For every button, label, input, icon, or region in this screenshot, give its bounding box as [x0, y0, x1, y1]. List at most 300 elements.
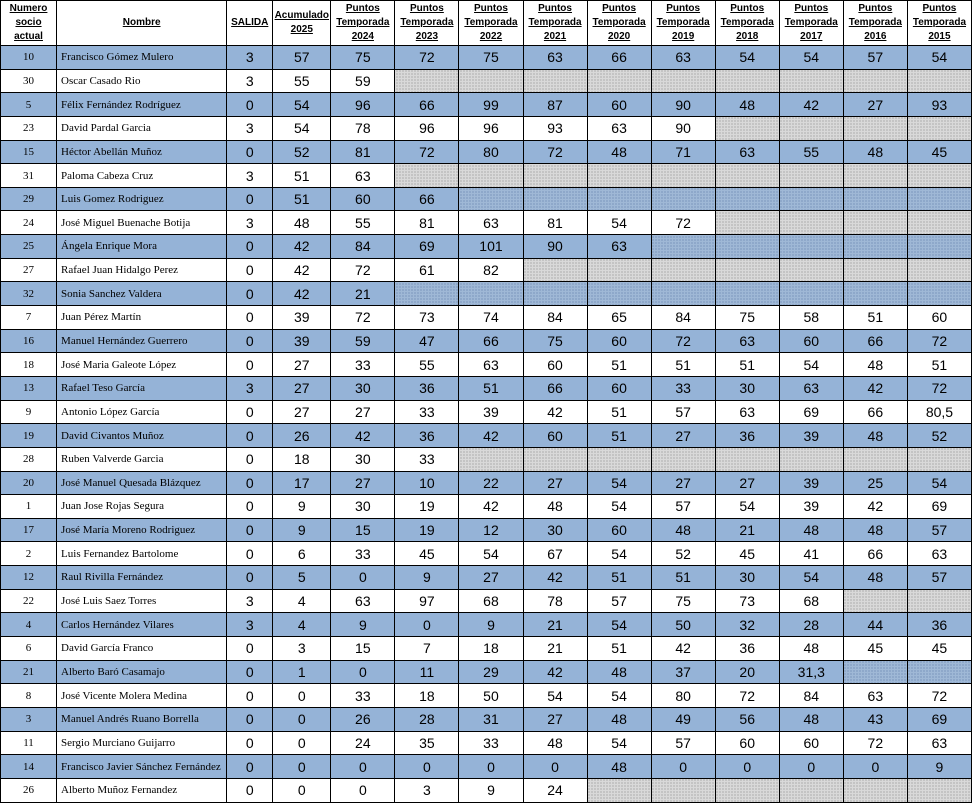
cell-no-data	[459, 187, 523, 211]
cell-acumulado: 57	[273, 46, 331, 70]
cell-points: 33	[395, 447, 459, 471]
cell-points: 18	[395, 684, 459, 708]
cell-acumulado: 52	[273, 140, 331, 164]
cell-points: 0	[331, 566, 395, 590]
table-row	[1, 353, 972, 377]
cell-points: 66	[843, 400, 907, 424]
cell-points: 69	[907, 707, 971, 731]
cell-points: 66	[459, 329, 523, 353]
table-row	[1, 93, 972, 117]
cell-points: 60	[331, 187, 395, 211]
cell-acumulado: 0	[273, 778, 331, 802]
cell-no-data	[523, 447, 587, 471]
cell-points: 63	[331, 589, 395, 613]
cell-no-data	[779, 447, 843, 471]
cell-no-data	[651, 235, 715, 259]
cell-points: 99	[459, 93, 523, 117]
cell-socio: 26	[1, 778, 57, 802]
cell-points: 18	[459, 637, 523, 661]
cell-points: 60	[715, 731, 779, 755]
cell-socio: 11	[1, 731, 57, 755]
cell-nombre: David Civantos Muñoz	[57, 424, 227, 448]
table-row	[1, 707, 972, 731]
cell-no-data	[715, 235, 779, 259]
cell-socio: 21	[1, 660, 57, 684]
cell-nombre: José María Moreno Rodriguez	[57, 518, 227, 542]
cell-points: 66	[523, 376, 587, 400]
cell-points: 50	[651, 613, 715, 637]
cell-points: 27	[715, 471, 779, 495]
cell-no-data	[843, 69, 907, 93]
header-season: Puntos Temporada 2019	[651, 1, 715, 46]
cell-points: 81	[523, 211, 587, 235]
cell-points: 27	[523, 471, 587, 495]
cell-nombre: José Maria Galeote López	[57, 353, 227, 377]
cell-salida: 0	[227, 566, 273, 590]
cell-points: 54	[587, 731, 651, 755]
cell-points: 48	[843, 518, 907, 542]
cell-socio: 10	[1, 46, 57, 70]
cell-points: 60	[587, 329, 651, 353]
table-row	[1, 46, 972, 70]
cell-salida: 0	[227, 400, 273, 424]
table-row	[1, 140, 972, 164]
cell-points: 51	[587, 400, 651, 424]
cell-points: 90	[523, 235, 587, 259]
cell-points: 72	[331, 258, 395, 282]
cell-nombre: Ruben Valverde Garcia	[57, 447, 227, 471]
cell-points: 10	[395, 471, 459, 495]
header-season: Puntos Temporada 2020	[587, 1, 651, 46]
cell-points: 45	[907, 140, 971, 164]
cell-salida: 0	[227, 353, 273, 377]
cell-socio: 1	[1, 495, 57, 519]
cell-points: 32	[715, 613, 779, 637]
cell-no-data	[395, 164, 459, 188]
cell-acumulado: 39	[273, 329, 331, 353]
table-row	[1, 447, 972, 471]
cell-points: 48	[587, 755, 651, 779]
table-row	[1, 589, 972, 613]
cell-points: 51	[587, 566, 651, 590]
cell-points: 57	[587, 589, 651, 613]
cell-points: 80	[459, 140, 523, 164]
cell-nombre: David García Franco	[57, 637, 227, 661]
cell-no-data	[907, 778, 971, 802]
cell-no-data	[587, 69, 651, 93]
cell-points: 9	[907, 755, 971, 779]
cell-acumulado: 9	[273, 518, 331, 542]
cell-no-data	[843, 116, 907, 140]
cell-socio: 15	[1, 140, 57, 164]
cell-points: 69	[907, 495, 971, 519]
cell-points: 36	[395, 424, 459, 448]
cell-salida: 0	[227, 518, 273, 542]
cell-no-data	[715, 164, 779, 188]
cell-no-data	[843, 282, 907, 306]
cell-points: 48	[843, 424, 907, 448]
table-row	[1, 424, 972, 448]
cell-acumulado: 1	[273, 660, 331, 684]
cell-points: 57	[907, 518, 971, 542]
cell-points: 33	[331, 542, 395, 566]
cell-salida: 0	[227, 471, 273, 495]
cell-no-data	[907, 187, 971, 211]
cell-socio: 8	[1, 684, 57, 708]
cell-salida: 3	[227, 164, 273, 188]
table-row	[1, 69, 972, 93]
cell-no-data	[779, 211, 843, 235]
table-row	[1, 187, 972, 211]
cell-points: 54	[459, 542, 523, 566]
cell-salida: 0	[227, 282, 273, 306]
cell-acumulado: 48	[273, 211, 331, 235]
cell-nombre: José Luis Saez Torres	[57, 589, 227, 613]
cell-no-data	[523, 258, 587, 282]
cell-points: 11	[395, 660, 459, 684]
cell-no-data	[523, 69, 587, 93]
cell-socio: 4	[1, 613, 57, 637]
cell-points: 72	[331, 306, 395, 330]
header-season: Puntos Temporada 2023	[395, 1, 459, 46]
cell-points: 0	[715, 755, 779, 779]
cell-points: 63	[907, 542, 971, 566]
cell-points: 33	[395, 400, 459, 424]
header-nombre: Nombre	[57, 1, 227, 46]
table-row	[1, 282, 972, 306]
table-row	[1, 471, 972, 495]
cell-acumulado: 4	[273, 613, 331, 637]
cell-nombre: Juan Pérez Martín	[57, 306, 227, 330]
table-row	[1, 684, 972, 708]
cell-acumulado: 27	[273, 353, 331, 377]
cell-points: 48	[843, 140, 907, 164]
cell-salida: 0	[227, 329, 273, 353]
cell-points: 7	[395, 637, 459, 661]
cell-points: 80,5	[907, 400, 971, 424]
cell-points: 20	[715, 660, 779, 684]
cell-no-data	[459, 282, 523, 306]
cell-no-data	[395, 282, 459, 306]
cell-points: 63	[587, 235, 651, 259]
cell-points: 24	[523, 778, 587, 802]
cell-points: 75	[651, 589, 715, 613]
cell-points: 57	[843, 46, 907, 70]
cell-points: 0	[843, 755, 907, 779]
cell-no-data	[907, 589, 971, 613]
cell-socio: 14	[1, 755, 57, 779]
cell-no-data	[907, 660, 971, 684]
table-row	[1, 731, 972, 755]
cell-points: 60	[907, 306, 971, 330]
cell-salida: 3	[227, 613, 273, 637]
cell-points: 63	[587, 116, 651, 140]
table-row	[1, 235, 972, 259]
cell-points: 3	[395, 778, 459, 802]
cell-nombre: José Manuel Quesada Blázquez	[57, 471, 227, 495]
cell-points: 57	[907, 566, 971, 590]
cell-points: 42	[331, 424, 395, 448]
cell-points: 63	[907, 731, 971, 755]
cell-nombre: Francisco Gómez Mulero	[57, 46, 227, 70]
cell-salida: 0	[227, 93, 273, 117]
cell-acumulado: 26	[273, 424, 331, 448]
cell-no-data	[843, 589, 907, 613]
cell-acumulado: 0	[273, 707, 331, 731]
cell-no-data	[587, 778, 651, 802]
cell-points: 72	[907, 684, 971, 708]
cell-salida: 0	[227, 637, 273, 661]
cell-points: 63	[715, 140, 779, 164]
cell-points: 57	[651, 731, 715, 755]
cell-no-data	[779, 258, 843, 282]
cell-points: 63	[459, 211, 523, 235]
table-row	[1, 542, 972, 566]
cell-points: 66	[587, 46, 651, 70]
cell-socio: 23	[1, 116, 57, 140]
cell-socio: 18	[1, 353, 57, 377]
cell-points: 72	[651, 329, 715, 353]
cell-acumulado: 54	[273, 116, 331, 140]
cell-salida: 3	[227, 376, 273, 400]
cell-points: 51	[651, 353, 715, 377]
table-row	[1, 495, 972, 519]
cell-points: 47	[395, 329, 459, 353]
cell-points: 54	[587, 211, 651, 235]
cell-no-data	[779, 187, 843, 211]
cell-points: 84	[651, 306, 715, 330]
cell-points: 36	[715, 424, 779, 448]
table-row	[1, 329, 972, 353]
cell-points: 67	[523, 542, 587, 566]
cell-no-data	[715, 778, 779, 802]
cell-points: 0	[331, 660, 395, 684]
cell-points: 63	[779, 376, 843, 400]
cell-salida: 0	[227, 684, 273, 708]
cell-points: 60	[523, 424, 587, 448]
cell-salida: 0	[227, 424, 273, 448]
cell-points: 51	[587, 353, 651, 377]
cell-points: 30	[715, 566, 779, 590]
cell-no-data	[779, 282, 843, 306]
table-row	[1, 660, 972, 684]
cell-acumulado: 5	[273, 566, 331, 590]
header-salida: SALIDA	[227, 1, 273, 46]
cell-points: 84	[779, 684, 843, 708]
table-row	[1, 258, 972, 282]
cell-acumulado: 4	[273, 589, 331, 613]
cell-points: 51	[587, 424, 651, 448]
cell-acumulado: 51	[273, 187, 331, 211]
cell-no-data	[651, 69, 715, 93]
cell-salida: 3	[227, 116, 273, 140]
cell-points: 60	[779, 731, 843, 755]
cell-points: 72	[843, 731, 907, 755]
cell-points: 54	[587, 542, 651, 566]
cell-points: 37	[651, 660, 715, 684]
cell-points: 57	[651, 400, 715, 424]
cell-nombre: Raul Rivilla Fernández	[57, 566, 227, 590]
cell-salida: 3	[227, 589, 273, 613]
cell-socio: 27	[1, 258, 57, 282]
cell-no-data	[907, 211, 971, 235]
cell-no-data	[523, 164, 587, 188]
cell-points: 22	[459, 471, 523, 495]
cell-points: 48	[779, 637, 843, 661]
cell-points: 69	[395, 235, 459, 259]
cell-socio: 2	[1, 542, 57, 566]
cell-points: 30	[331, 495, 395, 519]
cell-points: 39	[779, 424, 843, 448]
cell-points: 72	[395, 140, 459, 164]
cell-socio: 24	[1, 211, 57, 235]
cell-points: 9	[395, 566, 459, 590]
cell-socio: 32	[1, 282, 57, 306]
cell-no-data	[907, 447, 971, 471]
cell-points: 66	[395, 93, 459, 117]
cell-points: 80	[651, 684, 715, 708]
cell-points: 60	[587, 518, 651, 542]
cell-points: 96	[395, 116, 459, 140]
cell-points: 81	[331, 140, 395, 164]
cell-no-data	[843, 778, 907, 802]
cell-points: 54	[587, 684, 651, 708]
cell-nombre: Héctor Abellán Muñoz	[57, 140, 227, 164]
cell-points: 9	[331, 613, 395, 637]
cell-no-data	[587, 447, 651, 471]
cell-nombre: Francisco Javier Sánchez Fernández	[57, 755, 227, 779]
cell-points: 50	[459, 684, 523, 708]
cell-salida: 3	[227, 46, 273, 70]
cell-no-data	[651, 282, 715, 306]
cell-points: 58	[779, 306, 843, 330]
cell-points: 29	[459, 660, 523, 684]
cell-points: 72	[651, 211, 715, 235]
cell-no-data	[651, 164, 715, 188]
cell-no-data	[715, 187, 779, 211]
cell-nombre: David Pardal Garcia	[57, 116, 227, 140]
cell-no-data	[587, 258, 651, 282]
cell-nombre: Alberto Baró Casamajo	[57, 660, 227, 684]
cell-acumulado: 18	[273, 447, 331, 471]
cell-points: 48	[587, 140, 651, 164]
cell-no-data	[779, 235, 843, 259]
cell-points: 60	[587, 93, 651, 117]
cell-points: 51	[843, 306, 907, 330]
cell-points: 39	[779, 495, 843, 519]
cell-points: 48	[651, 518, 715, 542]
cell-points: 63	[331, 164, 395, 188]
cell-points: 33	[331, 353, 395, 377]
cell-points: 48	[843, 353, 907, 377]
header-season: Puntos Temporada 2024	[331, 1, 395, 46]
cell-points: 30	[331, 376, 395, 400]
cell-points: 9	[459, 778, 523, 802]
cell-points: 21	[523, 637, 587, 661]
cell-points: 54	[587, 495, 651, 519]
cell-nombre: Luis Fernandez Bartolome	[57, 542, 227, 566]
cell-salida: 0	[227, 258, 273, 282]
cell-points: 45	[395, 542, 459, 566]
cell-points: 90	[651, 116, 715, 140]
cell-points: 0	[651, 755, 715, 779]
cell-points: 12	[459, 518, 523, 542]
cell-points: 43	[843, 707, 907, 731]
cell-salida: 0	[227, 447, 273, 471]
cell-points: 26	[331, 707, 395, 731]
cell-points: 90	[651, 93, 715, 117]
table-row	[1, 376, 972, 400]
cell-points: 42	[843, 376, 907, 400]
cell-no-data	[779, 116, 843, 140]
cell-points: 56	[715, 707, 779, 731]
cell-points: 0	[395, 613, 459, 637]
cell-acumulado: 54	[273, 93, 331, 117]
cell-salida: 0	[227, 235, 273, 259]
cell-points: 66	[843, 542, 907, 566]
header-socio: Numero socio actual	[1, 1, 57, 46]
cell-points: 0	[395, 755, 459, 779]
cell-points: 44	[843, 613, 907, 637]
cell-socio: 7	[1, 306, 57, 330]
cell-acumulado: 0	[273, 731, 331, 755]
table-row	[1, 613, 972, 637]
cell-points: 54	[907, 471, 971, 495]
table-row	[1, 755, 972, 779]
cell-salida: 3	[227, 69, 273, 93]
cell-acumulado: 9	[273, 495, 331, 519]
cell-points: 52	[907, 424, 971, 448]
cell-no-data	[907, 258, 971, 282]
cell-no-data	[779, 778, 843, 802]
cell-points: 48	[843, 566, 907, 590]
cell-acumulado: 27	[273, 400, 331, 424]
cell-points: 51	[907, 353, 971, 377]
cell-no-data	[843, 235, 907, 259]
cell-points: 28	[779, 613, 843, 637]
cell-points: 54	[587, 471, 651, 495]
cell-no-data	[843, 660, 907, 684]
cell-points: 96	[459, 116, 523, 140]
cell-points: 48	[779, 518, 843, 542]
cell-points: 84	[523, 306, 587, 330]
cell-points: 48	[587, 660, 651, 684]
cell-points: 84	[331, 235, 395, 259]
cell-points: 28	[395, 707, 459, 731]
cell-acumulado: 55	[273, 69, 331, 93]
cell-points: 0	[779, 755, 843, 779]
table-row	[1, 566, 972, 590]
cell-no-data	[779, 69, 843, 93]
cell-no-data	[523, 187, 587, 211]
header-season: Puntos Temporada 2017	[779, 1, 843, 46]
cell-salida: 0	[227, 731, 273, 755]
cell-points: 27	[651, 471, 715, 495]
cell-points: 39	[459, 400, 523, 424]
cell-salida: 0	[227, 707, 273, 731]
cell-points: 54	[523, 684, 587, 708]
cell-nombre: Carlos Hernández Vilares	[57, 613, 227, 637]
cell-no-data	[843, 187, 907, 211]
header-row	[1, 1, 972, 46]
cell-points: 51	[651, 566, 715, 590]
header-season: Puntos Temporada 2016	[843, 1, 907, 46]
table-row	[1, 306, 972, 330]
cell-points: 42	[459, 495, 523, 519]
cell-nombre: Ángela Enrique Mora	[57, 235, 227, 259]
cell-nombre: Alberto Muñoz Fernandez	[57, 778, 227, 802]
cell-no-data	[715, 69, 779, 93]
